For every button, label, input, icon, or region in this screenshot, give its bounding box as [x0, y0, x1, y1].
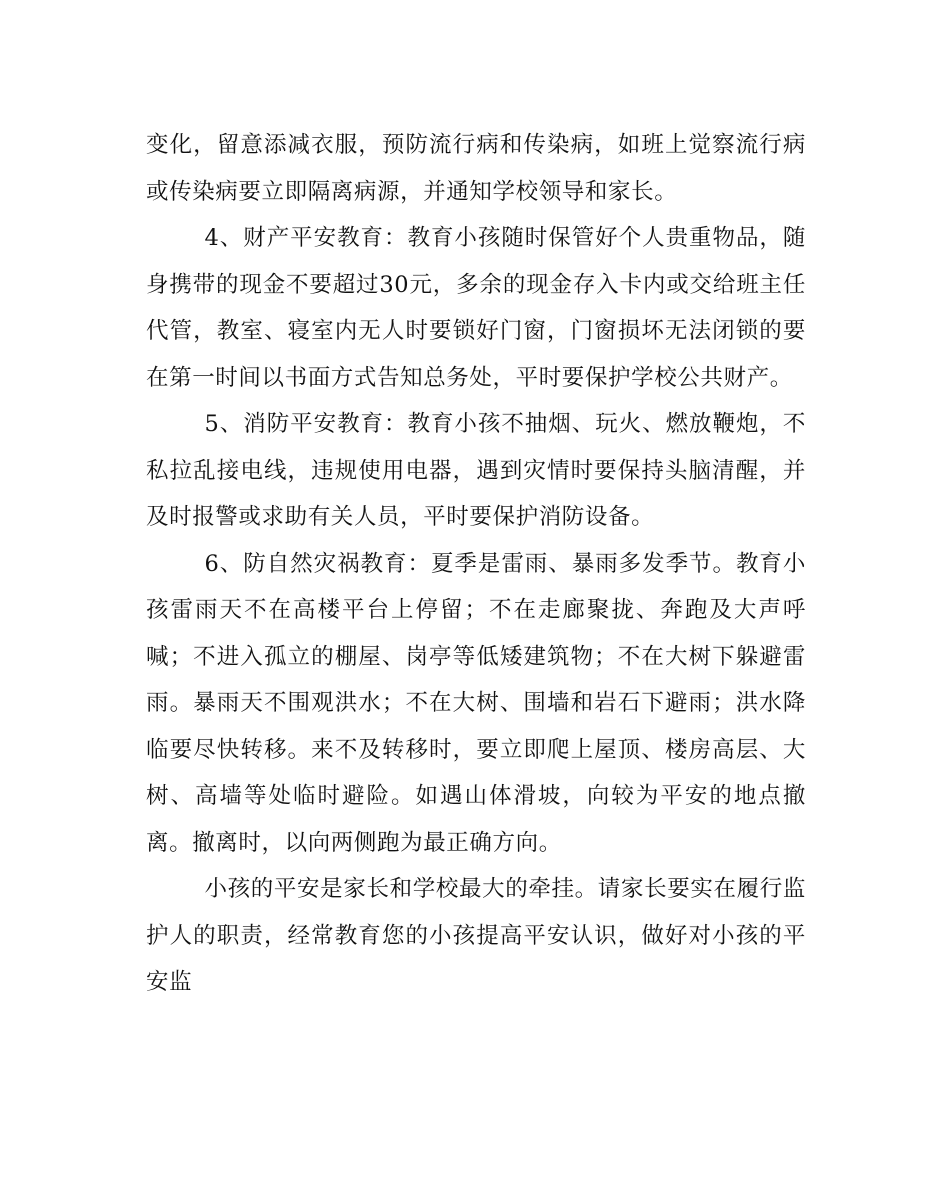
- body-text: [146, 122, 806, 1006]
- paragraph-natural-disaster: 6、防自然灾祸教育：夏季是雷雨、暴雨多发季节。教育小孩雷雨天不在高楼平台上停留；不在走廊聚拢、奔跑及大声呼喊；不进入孤立的棚屋、岗亭等低矮建筑物；不在大树下躲避雷雨。暴雨天不围观洪水；不在大树、围墙和岩石下避雨；洪水降临要尽快转移。来不及转移时，要立即爬上屋顶、楼房高层、大树、高墙等处临时避险。如遇山体滑坡，向较为平安的地点撤离。撤离时，以向两侧跑为最正确方向。: [146, 550, 806, 856]
- paragraph-property-safety: 4、财产平安教育：教育小孩随时保管好个人贵重物品，随身携带的现金不要超过30元，多余的现金存入卡内或交给班主任代管，教室、寝室内无人时要锁好门窗，门窗损坏无法闭锁的要在第一时间以书面方式告知总务处，平时要保护学校公共财产。: [146, 225, 806, 391]
- paragraph-continuation: 变化，留意添减衣服，预防流行病和传染病，如班上觉察流行病或传染病要立即隔离病源，并通知学校领导和家长。: [146, 132, 806, 205]
- paragraph-closing: 小孩的平安是家长和学校最大的牵挂。请家长要实在履行监护人的职责，经常教育您的小孩提高平安认识，做好对小孩的平安监: [146, 876, 806, 995]
- paragraph-fire-safety: 5、消防平安教育：教育小孩不抽烟、玩火、燃放鞭炮，不私拉乱接电线，违规使用电器，遇到灾情时要保持头脑清醒，并及时报警或求助有关人员，平时要保护消防设备。: [146, 411, 806, 530]
